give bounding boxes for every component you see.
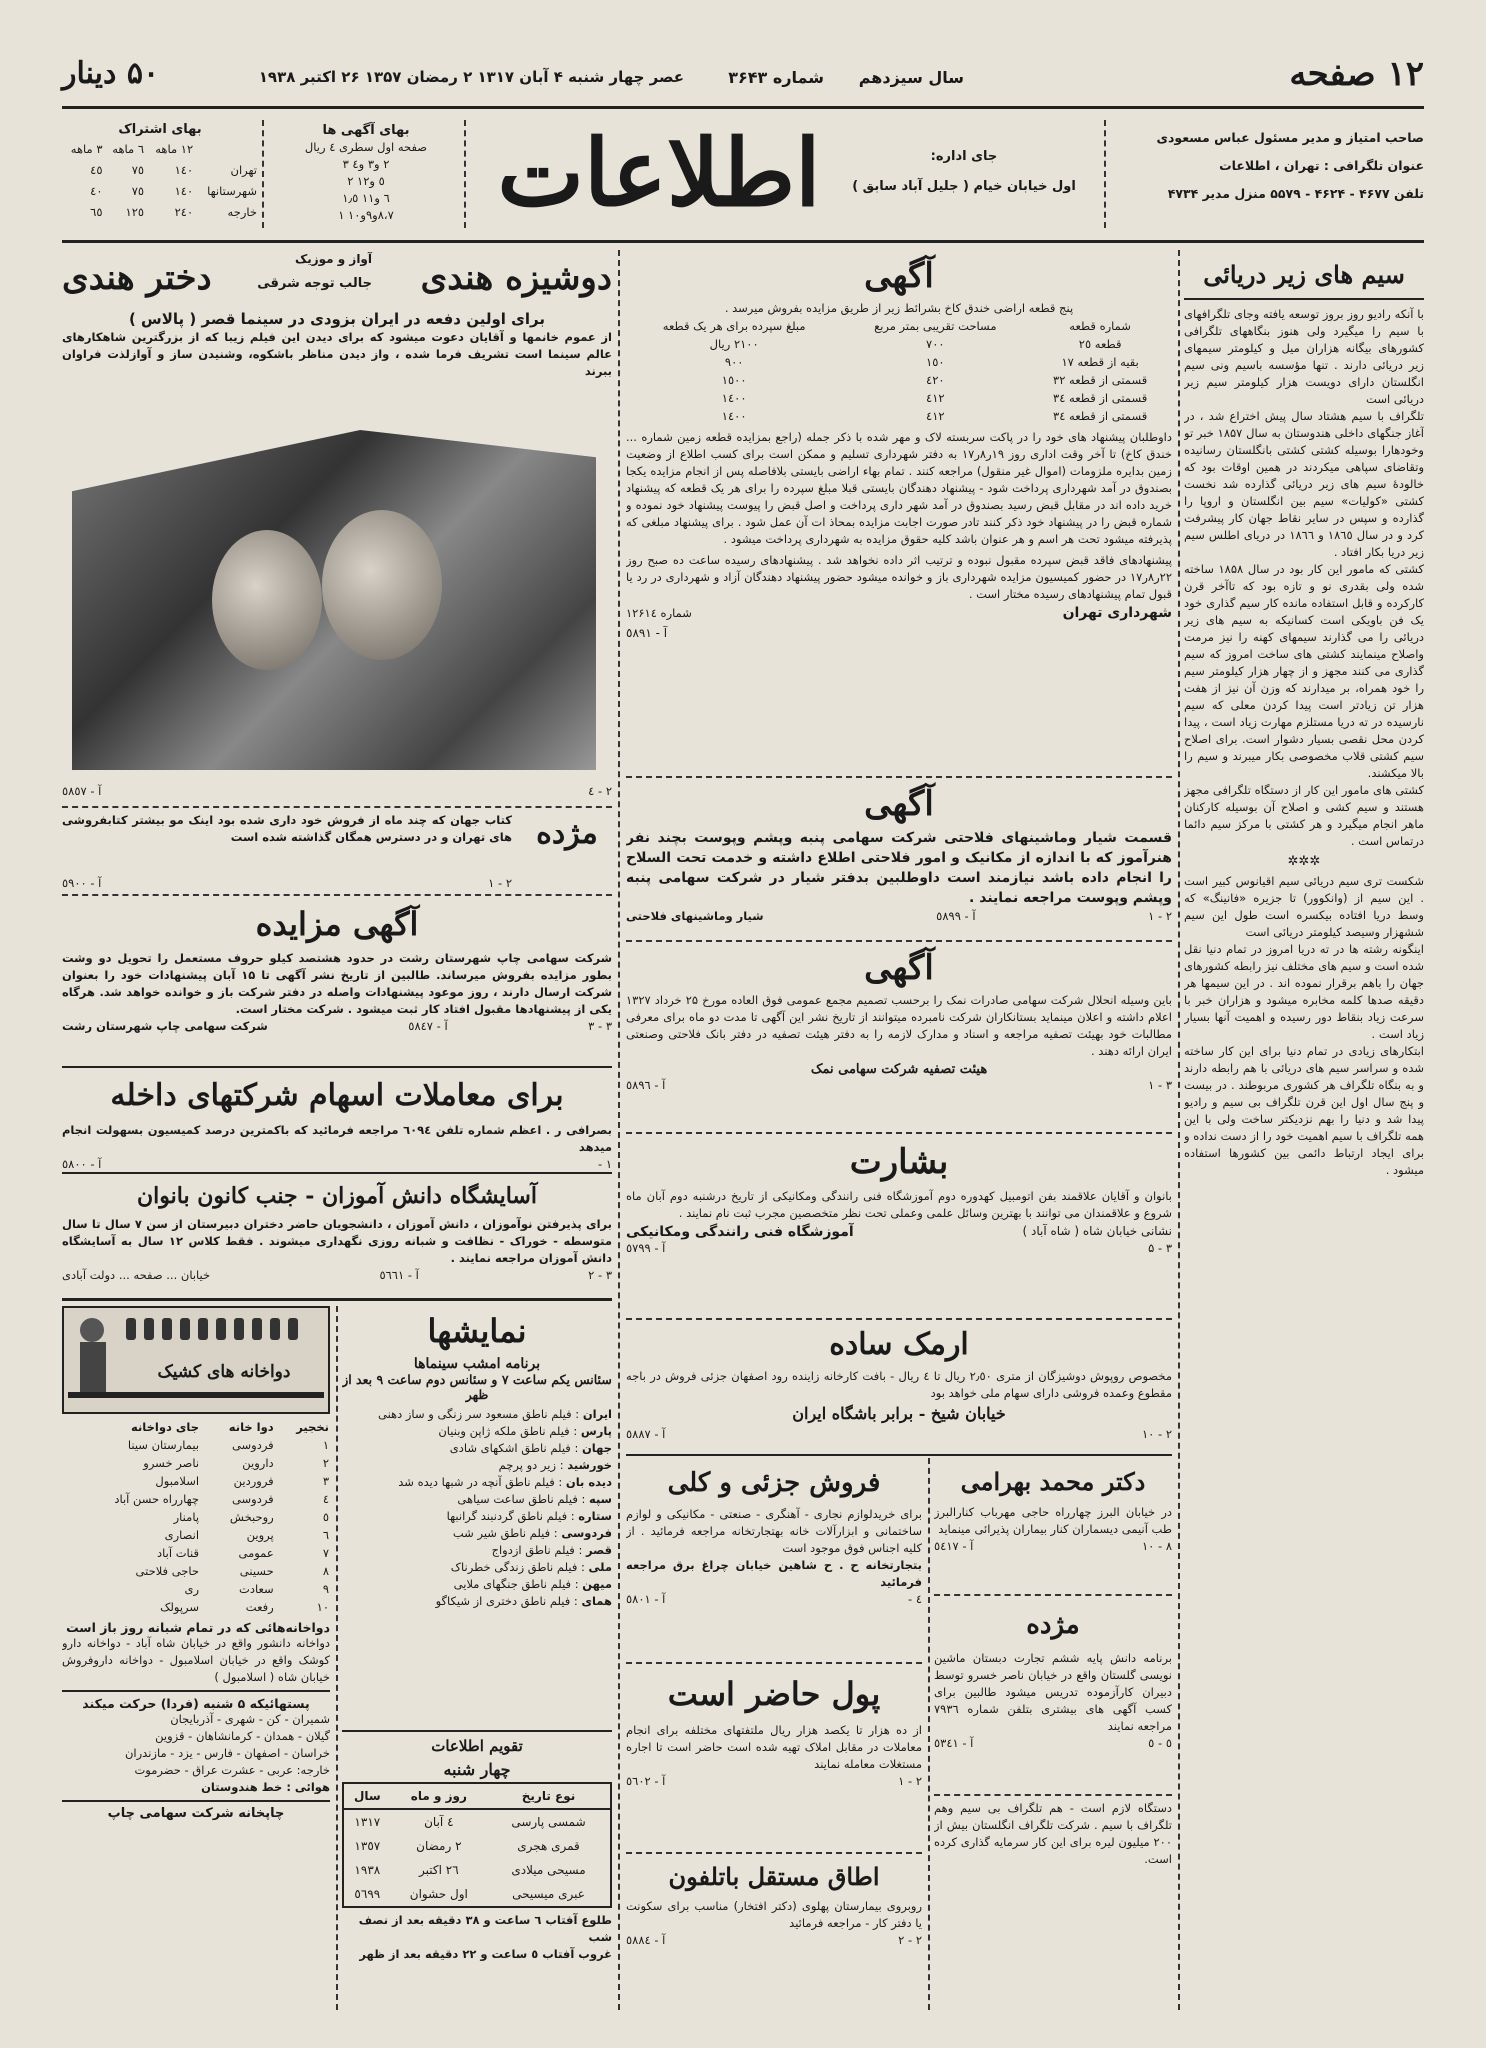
ad-footer: ۲ - ۱۰ آ - ٥۸۸۷ <box>626 1427 1172 1441</box>
mid-sep <box>626 776 1172 778</box>
calendar-head-row: نوع تاریخ روز و ماه سال <box>343 1783 611 1809</box>
pharmacy-row: ۲ داروین ناصر خسرو <box>143 1456 329 1470</box>
post-title: پستهائیکه ۵ شنبه (فردا) حرکت میکند <box>82 1696 310 1711</box>
ad-body: در خیابان البرز چهارراه حاجی مهرباب کنارالبرز طب آنیمی دیسماران کنار بیماران پذیرائی مینماید <box>934 1505 1172 1536</box>
col-sep-left <box>618 250 620 2010</box>
ad-body: پیشنهادهای فاقد قبض سپرده مقبول نبوده و ترتیب اثر داده نخواهد شد . پیشنهادهای رسیده ساعت ده صبح روز ۲۲ر۸ر۱۷ در حضور کمیسیون مزایده شهرداری باز و خوانده میشود حضور پیشنهاد دهندگان آزاد و شهرداری در رد یا قبول تمام پیشنهادهای رسیده مختار است . <box>626 553 1172 601</box>
top-rule <box>62 106 1424 109</box>
cinema-row: خورشید : زیر دو پرچم <box>498 1458 612 1472</box>
ad-title: آگهی <box>864 948 934 988</box>
pharmacist-illustration <box>64 1308 328 1408</box>
newspaper-title: اطلاعات <box>497 119 821 227</box>
ad-body: برنامه دانش پایه ششم تجارت دبستان ماشین نویسی گلستان واقع در خیابان ناصر خسرو توسط دبیران کارآزموده تدریس میشود طالبین برای کسب آگهی های بیشتری بتلفن شماره ۷۹۳٦ مراجعه نمایند <box>934 1651 1172 1733</box>
subscription-table <box>62 139 258 223</box>
telegraph-line: عنوان تلگرافی : تهران ، اطلاعات <box>1219 158 1424 173</box>
phones-line: تلفن ۴۶۷۷ - ۴۶۲۴ - ۵۵۷۹ منزل مدیر ۴۷۳۴ <box>1167 186 1424 201</box>
ad-auction <box>62 898 612 1064</box>
calendar-row: عبری میسیحی اول حشوان ٥٦۹۹ <box>354 1887 585 1901</box>
left-sep <box>62 894 612 896</box>
ad-municipality <box>626 252 1172 780</box>
film-still-photo <box>72 430 596 770</box>
ad-address-row <box>626 1224 1172 1240</box>
bottom-mid-split <box>928 1458 930 2010</box>
ad-footer: ۲ - ٤ آ - ٥۸٥۷ <box>62 784 612 798</box>
ad-body: داوطلبان پیشنهاد های خود را در پاکت سربسته لاک و مهر شده با ذکر جمله (راجع بمزایده قطعه زمین شماره ... خندق کاخ) تا آخر وقت اداری روز ۱۹ر۸ر۱۷ به دفتر شهرداری تسلیم و ممکن است برای کسب اطلاع از وضعیت زمین بدایره ملزومات (اموال غیر منقول) مراجعه کنند . تمام بهاء اراضی بایستی بلافاصله پس از انجام مزایده یکجا بصندوق در آمد شهرداری پرداخت شود - پیشنهاد دهندگان بایستی قبلا مبلغ سپرده را برای هر یک قطعه که پیشنهاد خرید داده اند در مقابل قبض رسید بصندوق در آمد شهر داری پرداخت و اصل قبض را پیوست پیشنهاد خود نموده و شماره قبض را در پیشنهاد خود ذکر کنند تادر صورت اجابت مزایده بمحاذ ات آن عمل شود . برای پیشنهاد مبلغی که پذیرفته میشود تحت هر اسم و هر عنوان باشد کلیه حقوق مزایده به شهرداری پرداخت میشود . <box>626 430 1172 546</box>
left-sep <box>62 1172 612 1174</box>
top-bar <box>62 52 1424 102</box>
ad-muzhdeh-book <box>62 810 612 892</box>
cinema-row: ستاره : فیلم ناطق گردنبند گرانبها <box>446 1509 612 1523</box>
film-line: برای اولین دفعه در ایران بزودی در سینما قصر ( پالاس ) <box>128 310 545 328</box>
ad-body: برای پذیرفتن نوآموزان ، دانش آموزان ، دانشجویان حاضر دختران دبیرستان از سن ۷ سال تا سال متوسطه - خوراک - نظافت و شبانه روزی نگهداری میشوند . فقط کلاس ۱۲ سال به آسایشگاه دانش آموزان مراجعه نمایند . <box>62 1217 612 1265</box>
ad-title: مژده <box>536 816 598 851</box>
ad-title: آگهی <box>864 256 934 296</box>
ad-footer: ۳ - ۳ آ - ٥۸٤۷ شرکت سهامی چاپ شهرستان رشت <box>62 1019 612 1033</box>
lots-row: قطعه ۲٥ ۷۰۰ ۲۱۰۰ ریال <box>709 337 1122 351</box>
cinema-panel <box>342 1306 612 1726</box>
sunset-line: غروب آفتاب ٥ ساعت و ۲۲ دقیقه بعد از ظهر <box>359 1947 612 1961</box>
masthead <box>62 114 1424 234</box>
cinema-row: ایران : فیلم ناطق مسعود سر زنگی و ساز دهنی <box>377 1407 612 1421</box>
ad-footer: ۲ - ۱ آ - ٥۹۰۰ <box>62 876 512 890</box>
office-block <box>844 142 1084 202</box>
ad-footer: ۲ - ۲ آ - ٥۸۸٤ <box>626 1933 922 1947</box>
post-row: خارجه: عربی - عشرت عراق - حضرموت <box>134 1763 330 1777</box>
film-kicker: آواز و موزیک <box>294 252 372 266</box>
ad-body: باین وسیله انحلال شرکت سهامی صادرات نمک را برحسب تصمیم مجمع عمومی فوق العاده مورخ ۲۵ خرداد ۱۳۲۷ اعلام داشته و اعلان مینماید بستانکاران شرکت نامبرده میتوانند از تاریخ نشر این آگهی تا مدت دو ماه برای معرفی مطالبات خود بهیئت تصفیه مراجعه و اسناد و مدارک لازمه را به دفتر هیئت تصفیه در دفتر بانک فلاحتی وصنعتی ایران ارائه دهند . <box>626 993 1172 1058</box>
title-rule <box>1184 298 1424 300</box>
pharmacy-banner-box <box>62 1306 330 1414</box>
subscription-title: بهای اشتراک <box>118 122 202 137</box>
film-title-b: دختر هندی <box>62 258 212 298</box>
left-sep <box>62 1066 612 1068</box>
pharmacy-row: ۹ سعادت ری <box>184 1582 329 1596</box>
cinema-row: فردوسی : فیلم ناطق شیر شب <box>452 1526 612 1540</box>
year-label: سال سیزدهم <box>858 68 964 87</box>
post-rule <box>62 1690 330 1692</box>
ad-footer: ۳ - ۱ آ - ٥۸۹٦ <box>626 1078 1172 1092</box>
ad-title: اطاق مستقل باتلفون <box>668 1862 880 1891</box>
ad-title: پول حاضر است <box>667 1675 881 1713</box>
ad-signer: شیار وماشینهای فلاحتی <box>626 909 764 923</box>
mid-sep <box>626 1132 1172 1134</box>
mid-sep <box>626 940 1172 942</box>
ad-student-home <box>62 1176 612 1294</box>
cinema-row: دیده بان : فیلم ناطق آنچه در شبها دیده شد <box>398 1475 612 1489</box>
film-title-a: دوشیزه هندی <box>420 258 612 298</box>
ad-footer: ٥ - ٥ آ - ٥۳٤۱ <box>934 1736 1172 1750</box>
subscription-head-row: ۱۲ ماهه ٦ ماهه ۳ ماهه <box>70 142 194 156</box>
ad-rates <box>276 122 456 224</box>
ad-footer: ۱ - آ - ٥۸۰۰ <box>62 1157 612 1170</box>
calendar-row: شمسی پارسی ٤ آبان ۱۳۱۷ <box>354 1815 586 1829</box>
owner-block <box>1124 124 1424 208</box>
article-paragraph: تلگراف با سیم هشتاد سال پیش اختراع شد ، در آغاز جنگهای داخلی هندوستان به سال ۱۸۵۷ خبر تو وخودهارا بوسیله کشتی کشتی بانگلستان رسانیده وتقاضای سپاهی میکردند در همین اوقات بود که خالودهٔ سیم های زیر دریائی گذارده شد نخست کشتی «کولیات» سیم بین انگلستان و اروپا را گذارده و سپس در سایر نقاط جهان کار پیشرفت کرد و در سال ۱۸٦٥ و ۱۸٦٦ در دریای اطلس سیم زیر دریا بکار افتاد . <box>1184 409 1424 559</box>
section-stars: ✲✲✲ <box>1287 854 1321 869</box>
ad-body: کتاب جهان که چند ماه از فروش خود داری شده بود اینک مو بیشتر کتابفروشی های تهران و در دسترس همگان گذاشته شده است <box>62 813 512 844</box>
ad-ref: آ - ٥۸۹۹ <box>936 909 976 923</box>
ad-title: ارمک ساده <box>829 1327 969 1362</box>
ad-seq: ۲ - ۱ <box>1148 909 1172 923</box>
sub-sep <box>934 1594 1172 1596</box>
ad-body: برای خریدلوازم نجاری - آهنگری - صنعتی - مکانیکی و لوازم ساختمانی و ابزارآلات خانه بهتجارتخانه مراجعه فرمائید . از کلیه اجناس فوق موجود است <box>626 1507 922 1555</box>
bottom-left-split <box>336 1306 338 2010</box>
masthead-sep-1 <box>1104 120 1106 228</box>
subscription-row: شهرستانها ۱٤۰ ۷٥ ٤۰ <box>90 184 257 198</box>
ad-signer: شهرداری تهران <box>1062 605 1172 621</box>
pharmacy-note-title: دواخانه‌هائی که در تمام شبانه روز باز است <box>66 1620 330 1635</box>
ad-intro: پنج قطعه اراضی خندق کاخ بشرائط زیر از طریق مزایده بفروش میرسد . <box>724 301 1074 315</box>
cinema-row: سپه : فیلم ناطق ساعت سیاهی <box>457 1492 612 1506</box>
print-rule <box>62 1800 330 1802</box>
masthead-sep-2 <box>464 120 466 228</box>
ad-body: مخصوص روپوش دوشیزگان از متری ۲٫٥۰ ریال تا ٤ ریال - بافت کارخانه زاینده رود اصفهان جزئی فروش در باجه مقطوع وعمده فروشی دارای سهام ملی خواهد بود <box>626 1369 1172 1400</box>
air-post: هوائی : خط هندوستان <box>201 1780 330 1794</box>
ad-title: آگهی <box>864 784 934 824</box>
ad-body: شرکت سهامی چاپ شهرستان رشت در حدود هشتصد کیلو حروف مستعمل را تحویل دو وشت بطور مزایده بفروش میرساند. طالبین از تاریخ نشر آگهی تا ۱۵ آبان پیشنهادات خود را بعنوان شرکت ارسال دارند ، روز موعود پیشنهادات واصله در دفتر شرکت باز و خوانده خواهد شد. هرگاه یکی از پیشنهادها مقبول افتاد کار ثبت میشود . شرکت مختار است. <box>62 951 612 1016</box>
office-address: اول خیابان خیام ( جلیل آباد سابق ) <box>852 179 1076 194</box>
cinema-row: پارس : فیلم ناطق ملکه ژاپن وبنیان <box>438 1424 612 1438</box>
ad-number: شماره ۱۲۶۱٤ <box>626 606 692 620</box>
ad-driving-school <box>626 1136 1172 1316</box>
ad-muzhdeh-school <box>934 1600 1172 1790</box>
ad-rate-row: ۸،۷و۹و۱۰ ۱ <box>338 208 394 222</box>
pharmacy-row: ۷ عمومی قنات آباد <box>157 1546 329 1560</box>
ad-footer <box>626 908 1172 925</box>
cinema-row: میهن : فیلم ناطق جنگهای ملایی <box>453 1577 612 1591</box>
post-row: خراسان - اصفهان - فارس - یزد - مازندران <box>124 1746 330 1760</box>
film-body: از عموم خانمها و آقایان دعوت میشود که برای دیدن این فیلم زیبا که از بزرگترین شاهکارهای عالم سینما است تشریف فرما شده ، واز دیدن مناظر باشکوه، وشنیدن ساز و آوازلذت فراوان ببرند <box>62 330 612 378</box>
cinema-title: نمایشها <box>427 1312 527 1350</box>
article-undersea-cables <box>1184 252 1424 2012</box>
ad-ref: آ - ٥۸۹۱ <box>626 626 668 640</box>
cinema-row: جهان : فیلم ناطق اشکهای شادی <box>449 1441 612 1455</box>
article-paragraph: اینگونه رشته ها در ته دریا امروز در تمام دنیا نقل شده است و سیم های مختلف نیز رابطه کشورهای جهان را باهم برقرار نموده اند . در این سیمها هر دقیقه صدها کلمه مخابره میشود و هزاران خبر با سرعت زیاد بنقاط دور رسیده و اهمیت آنها بسیار زیاد است . <box>1184 942 1424 1041</box>
ad-footer: ٤ - آ - ٥۸۰۱ <box>626 1592 922 1606</box>
ad-body: بانوان و آقایان علاقمند بفن اتومبیل کهدوره دوم آموزشگاه فنی رانندگی ومکانیکی از تاریخ درشنبه دوم آبان ماه شروع و علاقمندان می توانند با بهترین وسائل علمی وعملی تحت نظر متخصصین مجرب ثبت نام نمایند . <box>626 1189 1172 1220</box>
ad-body: از ده هزار تا یکصد هزار ریال ملتفتهای مختلفه برای انجام معاملات در مقابل املاک تهیه شده است حاضر است تا اجاره مستغلات معامله نمایند <box>626 1723 922 1771</box>
left-sep <box>62 806 612 808</box>
ad-doctor <box>934 1460 1172 1590</box>
film-sub: جالب توجه شرقی <box>257 276 372 291</box>
lots-row: قسمتی از قطعه ۳٤ ٤۱۲ ۱٤۰۰ <box>721 409 1148 423</box>
lots-row: قسمتی از قطعه ۳۲ ٤۲۰ ۱٥۰۰ <box>721 373 1148 387</box>
cinema-program: برنامه امشب سینماها <box>413 1356 541 1372</box>
owner-line: صاحب امتیاز و مدیر مسئول عباس مسعودی <box>1156 130 1424 145</box>
pharmacy-row: ۱۰ رفعت سرپولک <box>160 1600 329 1614</box>
office-label: جای اداره: <box>930 149 998 164</box>
cinema-row: ملی : فیلم ناطق زندگی خطرناک <box>450 1560 612 1574</box>
date-label: عصر چهار شنبه ۴ آبان ۱۳۱۷ ۲ رمضان ۱۳۵۷ ۲۶ اکتبر ۱۹۳۸ <box>258 68 684 86</box>
ad-body: روبروی بیمارستان پهلوی (دکتر افتخار) مناسب برای سکونت یا دفتر کار - مراجعه فرمائید <box>626 1899 922 1930</box>
post-row: گیلان - همدان - کرمانشاهان - قزوین <box>155 1729 330 1743</box>
ad-signer: هیئت تصفیه شرکت سهامی نمک <box>810 1062 988 1077</box>
ad-footer: ۲ - ۱ آ - ٥٦۰۲ <box>626 1774 922 1788</box>
pharmacy-row: ٤ فردوسی چهارراه حسن آباد <box>114 1492 329 1506</box>
ad-footer: ۸ - ۱۰ آ - ٥٤۱۷ <box>934 1539 1172 1553</box>
calendar-panel <box>342 1734 612 2010</box>
printer-line: چاپخانه شرکت سهامی چاپ <box>107 1806 285 1821</box>
ad-rates-title: بهای آگهی ها <box>322 123 410 138</box>
ad-room <box>626 1856 922 2006</box>
film-title-row <box>62 252 612 310</box>
sunrise-line: طلوع آفتاب ٦ ساعت و ۳۸ دقیقه بعد از نصف شب <box>358 1913 612 1944</box>
pharmacy-panel <box>62 1306 330 2010</box>
mid-bottom-rule <box>626 1454 1172 1456</box>
ad-address: خیابان ... صفحه ... دولت آبادی <box>62 1268 211 1282</box>
pharmacy-head-row: نخجیر دوا خانه جای دواخانه <box>130 1420 329 1434</box>
ad-rate-row: صفحه اول سطری ٤ ریال <box>304 140 428 154</box>
pharmacy-row: ۳ فروردین اسلامبول <box>155 1474 329 1488</box>
ad-title: برای معاملات اسهام شرکتهای داخله <box>110 1078 564 1113</box>
ad-cash <box>626 1666 922 1848</box>
calendar-row: مسیحی میلادی ۲٦ اکتبر ۱۹۳۸ <box>354 1863 586 1877</box>
article-title: سیم های زیر دریائی <box>1203 260 1405 289</box>
masthead-sep-3 <box>262 120 264 228</box>
calendar-row: قمری هجری ۲ رمضان ۱۳٥۷ <box>354 1839 580 1853</box>
mid-sep <box>626 1318 1172 1320</box>
cinema-times: سئانس یکم ساعت ۷ و سئانس دوم ساعت ۹ بعد از ظهر <box>342 1372 612 1402</box>
ad-footer: ۳ - ۵ آ - ٥۷۹۹ <box>626 1241 1172 1255</box>
article-paragraph: کشتی های مامور این کار از دستگاه تلگرافی مجهز هستند و سیم کشی و اصلاح آن بوسیله کارکنان ماهر انجام میگیرد و هر کشتی با مرکز سیم دائما درتماس است . <box>1184 783 1424 848</box>
ad-plain-fabric <box>626 1322 1172 1450</box>
left-sep <box>62 1298 612 1301</box>
ad-title: آسایشگاه دانش آموزان - جنب کانون بانوان <box>137 1183 537 1209</box>
lots-head-row: شماره قطعه مساحت تقریبی بمتر مربع مبلغ سپرده برای هر یک قطعه <box>662 319 1131 333</box>
ad-rate-row: ٦ و۱۱ ۱٫٥ <box>342 191 390 205</box>
shelf-bottles <box>126 1318 298 1340</box>
ad-footer: ۳ - ۲ آ - ٥٦٦۱ خیابان ... صفحه ... دولت آبادی <box>62 1268 612 1282</box>
ad-title: آگهی مزایده <box>255 905 419 943</box>
page-label: ۱۲ صفحه <box>1289 54 1424 94</box>
calendar-table <box>342 1782 612 1908</box>
ad-film <box>62 252 612 802</box>
subscription-row: تهران ۱٤۰ ۷٥ ٤٥ <box>90 163 257 177</box>
col-sep-right <box>1178 250 1180 2010</box>
ad-address: بتجارتخانه ح . ح شاهین خیابان چراغ برق مراجعه فرمائید <box>626 1558 922 1589</box>
lots-table <box>626 317 1172 425</box>
ad-signer: آموزشگاه فنی رانندگی ومکانیکی <box>626 1224 854 1240</box>
subscription-row: خارجه ۲٤۰ ۱۲٥ ٦٥ <box>90 205 257 219</box>
ad-title: بشارت <box>849 1142 949 1182</box>
actress-face <box>322 510 442 660</box>
pharmacy-note-body: دواخانه دانشور واقع در خیابان شاه آباد - دواخانه دارو کوشک واقع در خیابان اسلامبول - دواخانه داروفروش خیابان شاه ( اسلامبول ) <box>62 1636 330 1684</box>
ad-body: قسمت شیار وماشینهای فلاحتی شرکت سهامی پنبه وپشم وپوست بچند نفر هنرآموز که با اندازه از مکانیک و امور فلاحتی اطلاع داشته و خدمت تحت السلاح را انجام داده باشد نیازمند است داوطلبین بدفتر شیار در شرکت سهامی پنبه وپشم وپوست مراجعه نمایند . <box>626 830 1172 906</box>
sub-sep <box>934 1794 1172 1796</box>
issue-label: شماره ۳۶۴۳ <box>728 68 824 87</box>
article-paragraph: کشتی که مامور این کار بود در سال ۱۸۵۸ ساخته شده ولی بقدری نو و تازه بود که تاآخر قرن کارکرده و قابل استفاده مانده کار سیم گذاری خود یک فن باویکی است کسانیکه به سیم های زیر دریائی را می گذارند سیمهای کهنه را نیز مرمت واصلاح مینمایند کشتی های ساخت امروز که سیم گذاری می کنند مجهز و از چهار هزار کیلومتر سیم را خود همراه، بر میدارند که وزن آن نیز از هفت هزار تن زیادتر است پیدا کردن معلی که سیم نارسیده در ته دریا مستلزم مهارت زیاد است ، پیدا کردن محل نقصی بسیار دشوار است. برای اصلاح سیم کشتی قلاب مخصوصی بکار میبرند و سیم را بالا میکشند. <box>1184 562 1424 780</box>
calendar-day: چهار شنبه <box>443 1760 511 1779</box>
article-paragraph: با آنکه رادیو روز بروز توسعه یافته وجای تلگرافهای با سیم را میگیرد ولی هنوز بنگاههای تلگرافی کشورهای بیگانه هزاران میل و کیلومتر سیمهای زیر دریائی دارند . تنها مؤسسه باسیم ونی سیم انگلستان دارای دویست هزار کیلومتر سیم زیر دریائی است <box>1184 307 1424 406</box>
calendar-rule <box>342 1730 612 1732</box>
pharmacy-banner: دواخانه های کشیک <box>157 1362 291 1382</box>
ad-address: نشانی خیابان شاه ( شاه آباد ) <box>1022 1224 1172 1238</box>
ad-tools-sale <box>626 1460 922 1658</box>
pharmacy-row: ۸ حسینی حاجی فلاحتی <box>135 1564 329 1578</box>
ad-rate-row: ۲ و۳ و٤ ۳ <box>342 157 390 171</box>
ad-signer: شرکت سهامی چاپ شهرستان رشت <box>62 1019 268 1033</box>
pharmacy-row: ۱ فردوسی بیمارستان سینا <box>127 1438 329 1452</box>
lots-row: قسمتی از قطعه ۳٤ ٤۱۲ ۱٤۰۰ <box>721 391 1148 405</box>
cinema-row: همای : فیلم ناطق دختری از شیکاگو <box>435 1594 612 1608</box>
price-label: ۵۰ دینار <box>62 56 160 91</box>
telegraph-note <box>934 1800 1172 2000</box>
note-body: دستگاه لازم است - هم تلگراف بی سیم وهم تلگراف با سیم . شرکت تلگراف انگلستان بیش از ۲۰۰ میلیون لیره برای این کار سرمایه گذاری کرده است. <box>934 1801 1172 1866</box>
ad-title: دکتر محمد بهرامی <box>960 1467 1146 1496</box>
sub-sep <box>626 1852 922 1854</box>
ad-body: بصرافی ر . اعظم شماره تلفن ٦۰۹٤ مراجعه فرمائید که باکمترین درصد کمیسیون بسهولت انجام میدهد <box>62 1123 612 1154</box>
pharmacy-table <box>62 1418 330 1616</box>
cinema-row: قصر : فیلم ناطق ازدواج <box>491 1543 612 1557</box>
pharmacy-row: ٦ پروین انصاری <box>164 1528 329 1542</box>
ad-address: خیابان شیخ - برابر باشگاه ایران <box>792 1404 1006 1423</box>
post-row: شمیران - کن - شهری - آذربایجان <box>170 1712 330 1726</box>
ad-signature-row <box>626 605 1172 622</box>
sub-sep <box>626 1662 922 1664</box>
article-paragraph: شکست تری سیم دریائی سیم اقیانوس کبیر است . این سیم از (وانکوور) تا جزیره «فانینگ» که وسط دریا افتاده بیکسره است طول این سیم ششهزار وسیصد کیلومتر دریائی است <box>1184 874 1424 939</box>
actor-face <box>212 530 322 670</box>
ad-title: مژده <box>1026 1610 1080 1640</box>
article-paragraph: ابتکارهای زیادی در تمام دنیا برای این کار ساخته شده و سراسر سیم های دریائی با هم رابطه دارند و به بنگاه تلگراف هر کشوری مربوطند . در بیست و پنج سال اول این قرن تلگراف بی سیم و رادیو پیدا شد و دنیا را بهم نزدیکتر ساخت ولی با این همه تلگراف با سیم اهمیت خود را از دست نداده و برای ایجاد ارتباط دائمی بین کشورها استفاده میشود . <box>1184 1044 1424 1177</box>
masthead-rule <box>62 240 1424 243</box>
ad-title: فروش جزئی و کلی <box>667 1468 881 1498</box>
ad-agriculture <box>626 780 1172 938</box>
calendar-title: تقویم اطلاعات <box>431 1737 523 1755</box>
lots-row: بقیه از قطعه ۱۷ ۱٥۰ ۹۰۰ <box>724 355 1139 369</box>
ad-shares <box>62 1070 612 1170</box>
subscription-rates <box>62 122 258 223</box>
pharmacy-row: ٥ روحبخش پامنار <box>173 1510 329 1524</box>
ad-rate-row: ٥ و۱۲ ۲ <box>347 174 385 188</box>
ad-salt-company <box>626 944 1172 1130</box>
